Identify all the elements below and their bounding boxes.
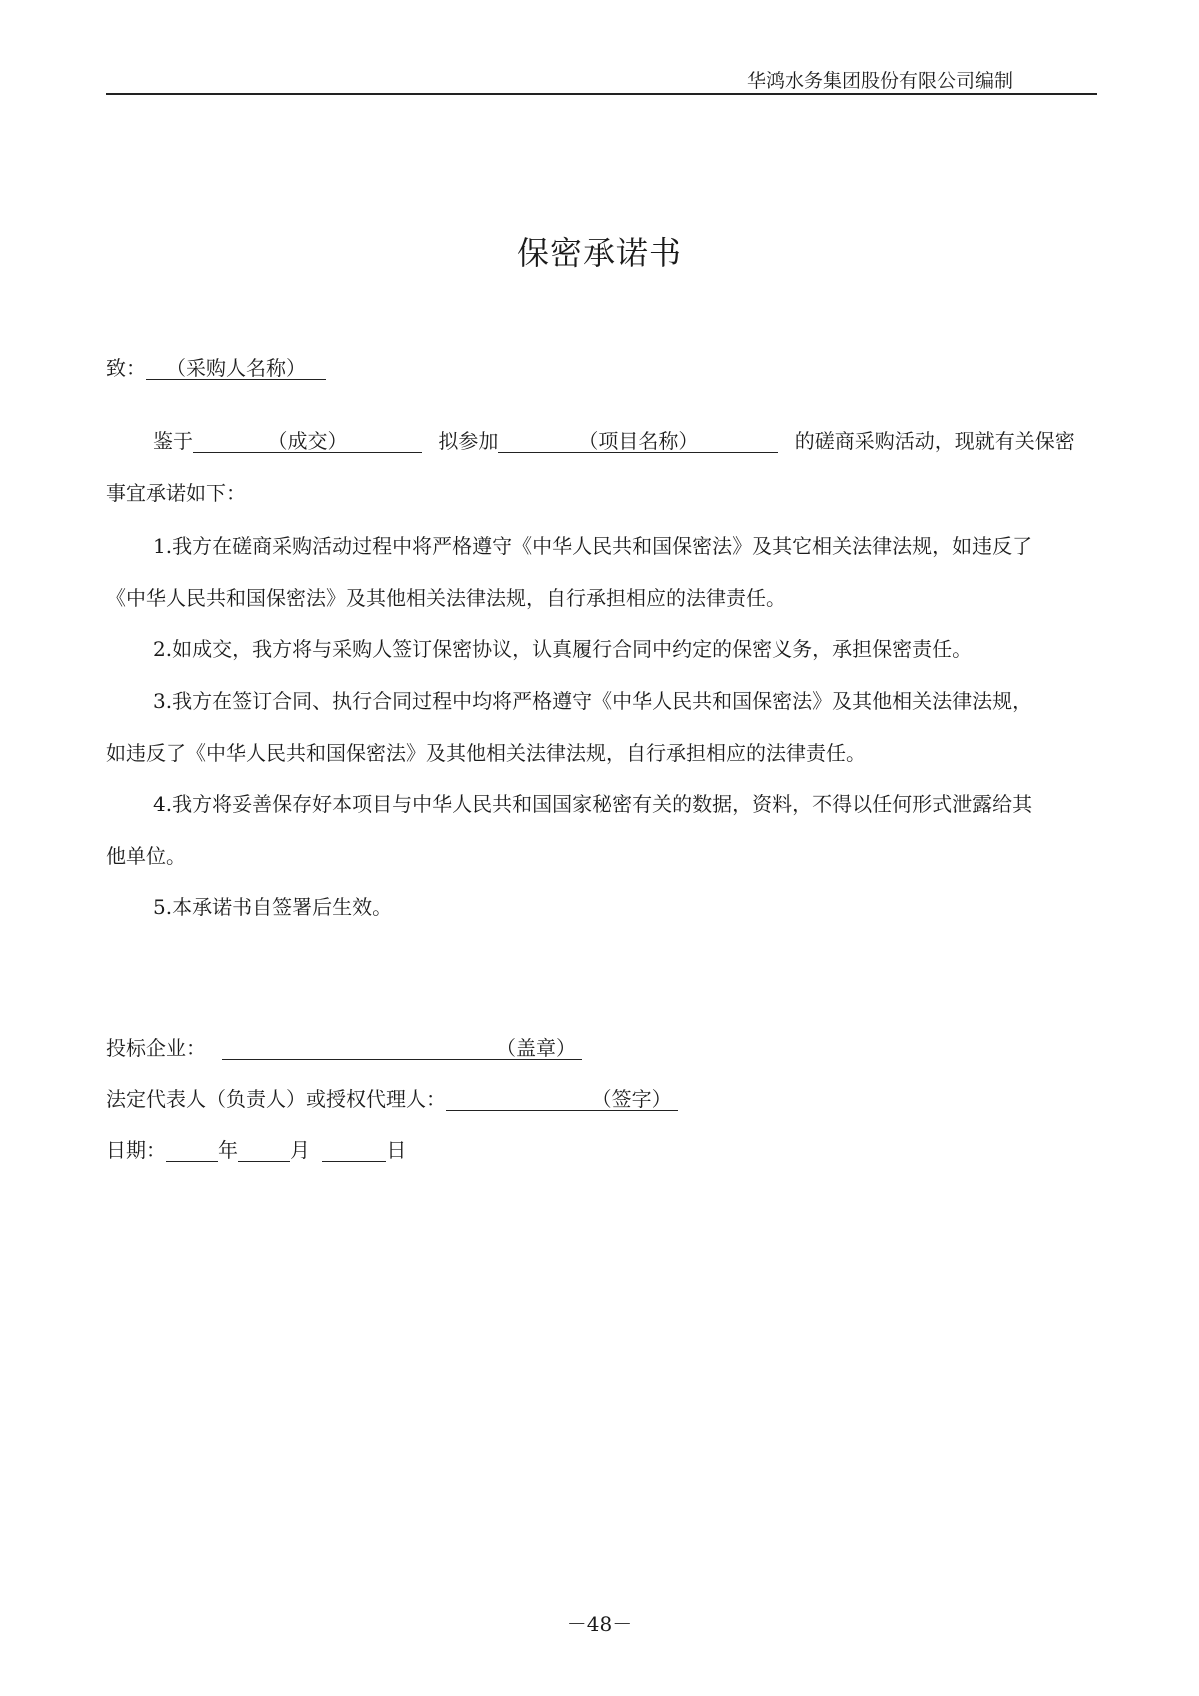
month-field <box>238 1140 290 1162</box>
item-5-line-1: 5.本承诺书自签署后生效。 <box>153 895 393 919</box>
intro-line-1 <box>153 425 1075 454</box>
intro-part3: 的磋商采购活动，现就有关保密 <box>794 429 1075 453</box>
day-field <box>322 1140 386 1162</box>
month-label: 月 <box>290 1138 310 1162</box>
item-1-line-1: 1.我方在磋商采购活动过程中将严格遵守《中华人民共和国保密法》及其它相关法律法规，如违反了 <box>153 534 1033 558</box>
intro-line-2: 事宜承诺如下： <box>106 481 246 505</box>
bidder-label: 投标企业： <box>106 1036 206 1060</box>
seal-note: （盖章） <box>496 1036 576 1060</box>
item-4-line-1: 4.我方将妥善保存好本项目与中华人民共和国国家秘密有关的数据，资料，不得以任何形式泄露给其 <box>153 792 1033 816</box>
page-title: 保密承诺书 <box>516 234 682 272</box>
intro-part1: 鉴于 <box>153 429 193 453</box>
header-company: 华鸿水务集团股份有限公司编制 <box>746 70 1013 92</box>
date-label: 日期： <box>106 1138 166 1162</box>
bidder-line <box>106 1032 582 1061</box>
representative-sign-field <box>446 1089 678 1111</box>
intro-part2: 拟参加 <box>438 429 499 453</box>
header-divider <box>106 93 1097 95</box>
sign-note: （签字） <box>591 1087 672 1111</box>
item-1-line-2: 《中华人民共和国保密法》及其他相关法律法规，自行承担相应的法律责任。 <box>106 586 786 610</box>
addressee-prefix: 致： <box>106 356 146 380</box>
day-label: 日 <box>386 1138 407 1162</box>
item-2-line-1: 2.如成交，我方将与采购人签订保密协议，认真履行合同中约定的保密义务，承担保密责任。 <box>153 637 973 661</box>
representative-line <box>106 1083 678 1112</box>
item-3-line-1: 3.我方在签订合同、执行合同过程中均将严格遵守《中华人民共和国保密法》及其他相关法律法规， <box>153 689 1033 713</box>
representative-label: 法定代表人（负责人）或授权代理人： <box>106 1087 446 1111</box>
bidder-seal-field <box>222 1038 582 1060</box>
year-field <box>166 1140 218 1162</box>
date-line <box>106 1134 406 1163</box>
year-label: 年 <box>218 1138 238 1162</box>
item-4-line-2: 他单位。 <box>106 844 186 868</box>
project-field: （项目名称） <box>498 431 778 453</box>
item-3-line-2: 如违反了《中华人民共和国保密法》及其他相关法律法规，自行承担相应的法律责任。 <box>106 741 866 765</box>
addressee-name-field: （采购人名称） <box>146 358 326 380</box>
addressee-line <box>106 352 326 381</box>
page-number: －48－ <box>566 1612 633 1636</box>
winner-field: （成交） <box>193 431 422 453</box>
